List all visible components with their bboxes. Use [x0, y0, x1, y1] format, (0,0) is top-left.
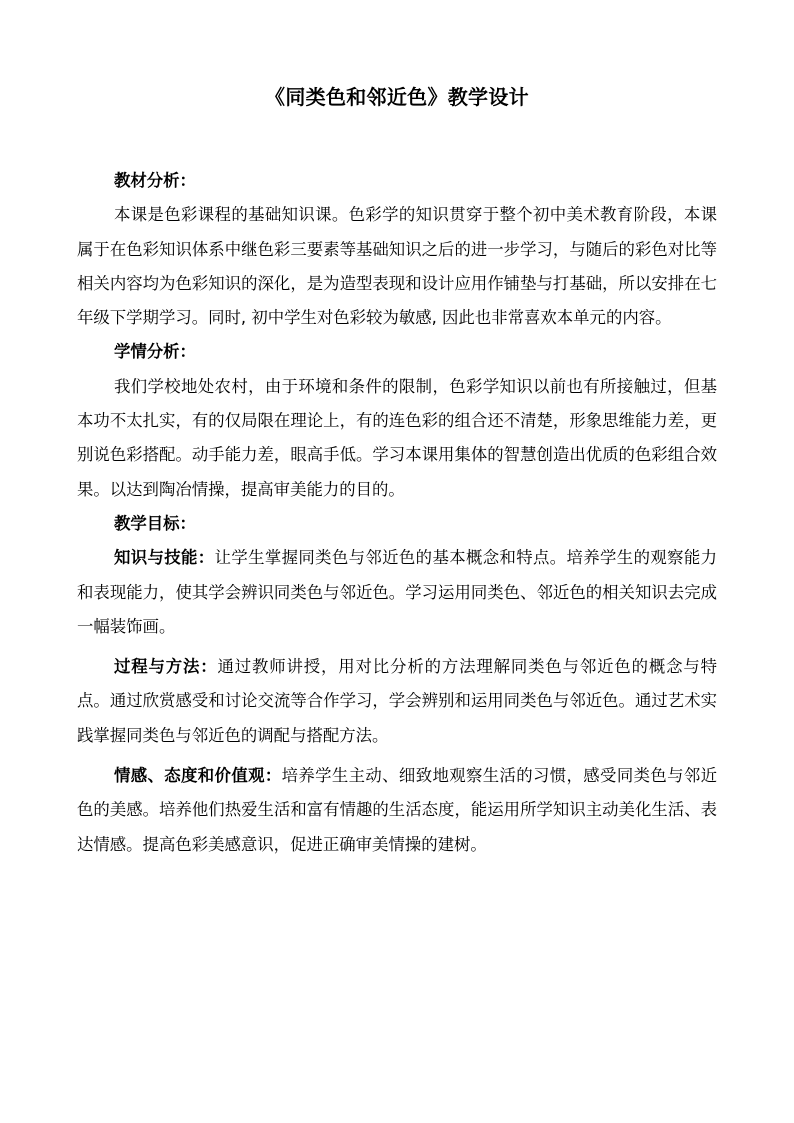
goal-emotion-attitude-values-label: 情感、态度和价值观： [114, 766, 282, 786]
goal-emotion-attitude-values-text: 培养学生主动、细致地观察生活的习惯，感受同类色与邻近色的美感。培养他们热爱生活和富有情趣的生活态度，能运用所学知识主动美化生活、表达情感。提高色彩美感意识，促进正确审美情操的建树。 [77, 766, 718, 854]
goal-process-methods-text: 通过教师讲授，用对比分析的方法理解同类色与邻近色的概念与特点。通过欣赏感受和讨论交流等合作学习，学会辨别和运用同类色与邻近色。通过艺术实践掌握同类色与邻近色的调配与搭配方法。 [77, 657, 718, 745]
goal-knowledge-skills [77, 541, 717, 644]
paragraph-student-analysis: 我们学校地处农村，由于环境和条件的限制，色彩学知识以前也有所接触过，但基本功不太扎实，有的仅局限在理论上，有的连色彩的组合还不清楚，形象思维能力差，更别说色彩搭配。动手能力差，眼高手低。学习本课用集体的智慧创造出优质的色彩组合效果。以达到陶冶情操，提高审美能力的目的。 [77, 376, 717, 499]
document-title: 《同类色和邻近色》教学设计 [265, 85, 529, 109]
section-heading-teaching-goals: 教学目标： [114, 513, 196, 533]
paragraph-material-analysis: 本课是色彩课程的基础知识课。色彩学的知识贯穿于整个初中美术教育阶段，本课属于在色彩知识体系中继色彩三要素等基础知识之后的进一步学习，与随后的彩色对比等相关内容均为色彩知识的深化，是为造型表现和设计应用作铺垫与打基础，所以安排在七年级下学期学习。同时, 初中学生对色彩较为敏感, 因此也非常喜欢本单元的内容。 [77, 205, 717, 328]
goal-process-methods [77, 650, 717, 753]
goal-emotion-attitude-values [77, 759, 717, 862]
goal-knowledge-skills-text: 让学生掌握同类色与邻近色的基本概念和特点。培养学生的观察能力和表现能力，使其学会辨识同类色与邻近色。学习运用同类色、邻近色的相关知识去完成一幅装饰画。 [77, 548, 717, 636]
section-heading-material-analysis: 教材分析： [114, 171, 196, 190]
goal-process-methods-label: 过程与方法： [114, 657, 218, 677]
document-body [77, 164, 717, 862]
section-heading-student-analysis: 学情分析： [114, 342, 196, 362]
goal-knowledge-skills-label: 知识与技能： [114, 548, 215, 568]
